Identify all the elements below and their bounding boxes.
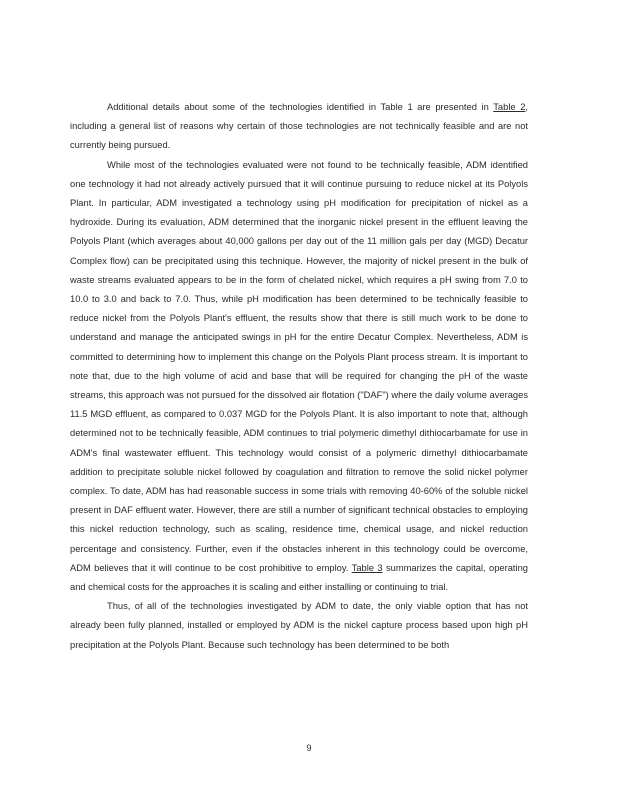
paragraph-2 [70, 156, 528, 598]
paragraph-1 [70, 98, 528, 156]
table-3-reference[interactable]: Table 3 [351, 562, 383, 573]
paragraph-text: Additional details about some of the technologies identified in Table 1 are presented in [107, 102, 494, 112]
paragraph-text: summarizes the capital, operating and chemical costs for the approaches it is scaling and either installing or continuing to trial. [70, 562, 528, 593]
body-text [70, 98, 528, 655]
page-number: 9 [306, 743, 312, 753]
table-2-reference[interactable]: Table 2 [493, 102, 526, 112]
paragraph-text: Thus, of all of the technologies investigated by ADM to date, the only viable option that has not already been fully planned, installed or employed by ADM is the nickel capture process based upon high pH precipitation at the Polyols Plant. Because such technology has been determined to be both [70, 601, 528, 650]
paragraph-3 [70, 597, 528, 655]
paragraph-text: While most of the technologies evaluated were not found to be technically feasible, ADM identified one technology it had not already actively pursued that it will continue pursuing to reduce nickel at its Polyols Plant. In particular, ADM investigated a technology using pH modification for precipitation of nickel as a hydroxide. During its evaluation, ADM determined that the inorganic nickel present in the effluent leaving the Polyols Plant (which averages about 40,000 gallons per day out of the 11 million gals per day (MGD) Decatur Complex flow) can be precipitated using this technique. However, the majority of nickel present in the bulk of waste streams evaluated appears to be in the form of chelated nickel, which requires a pH swing from 7.0 to 10.0 to 3.0 and back to 7.0. Thus, while pH modification has been determined to be technically feasible to reduce nickel from the Polyols Plant's effluent, the results show that there is still much work to be done to understand and manage the anticipated swings in pH for the entire Decatur Complex. Nevertheless, ADM is committed to determining how to implement this change on the Polyols Plant process stream. It is important to note that, due to the high volume of acid and base that will be required for changing the pH of the waste streams, this approach was not pursued for the dissolved air flotation ("DAF") where the daily volume averages 11.5 MGD effluent, as compared to 0.037 MGD for the Polyols Plant. It is also important to note that, although determined not to be technically feasible, ADM continues to trial polymeric dimethyl dithiocarbamate for use in ADM's final wastewater effluent. This technology would consist of a polymeric dimethyl dithiocarbamate addition to precipitate soluble nickel followed by coagulation and filtration to remove the solid nickel polymer complex. To date, ADM has had reasonable success in some trials with removing 40-60% of the soluble nickel present in DAF effluent water. However, there are still a number of significant technical obstacles to employing this nickel reduction technology, such as scaling, residence time, chemical usage, and nickel reduction percentage and consistency. Further, even if the obstacles inherent in this technology could be overcome, ADM believes that it will continue to be cost prohibitive to employ. [70, 159, 528, 573]
paragraph-text: , including a general list of reasons why certain of those technologies are not technically feasible and are not currently being pursued. [70, 102, 529, 151]
